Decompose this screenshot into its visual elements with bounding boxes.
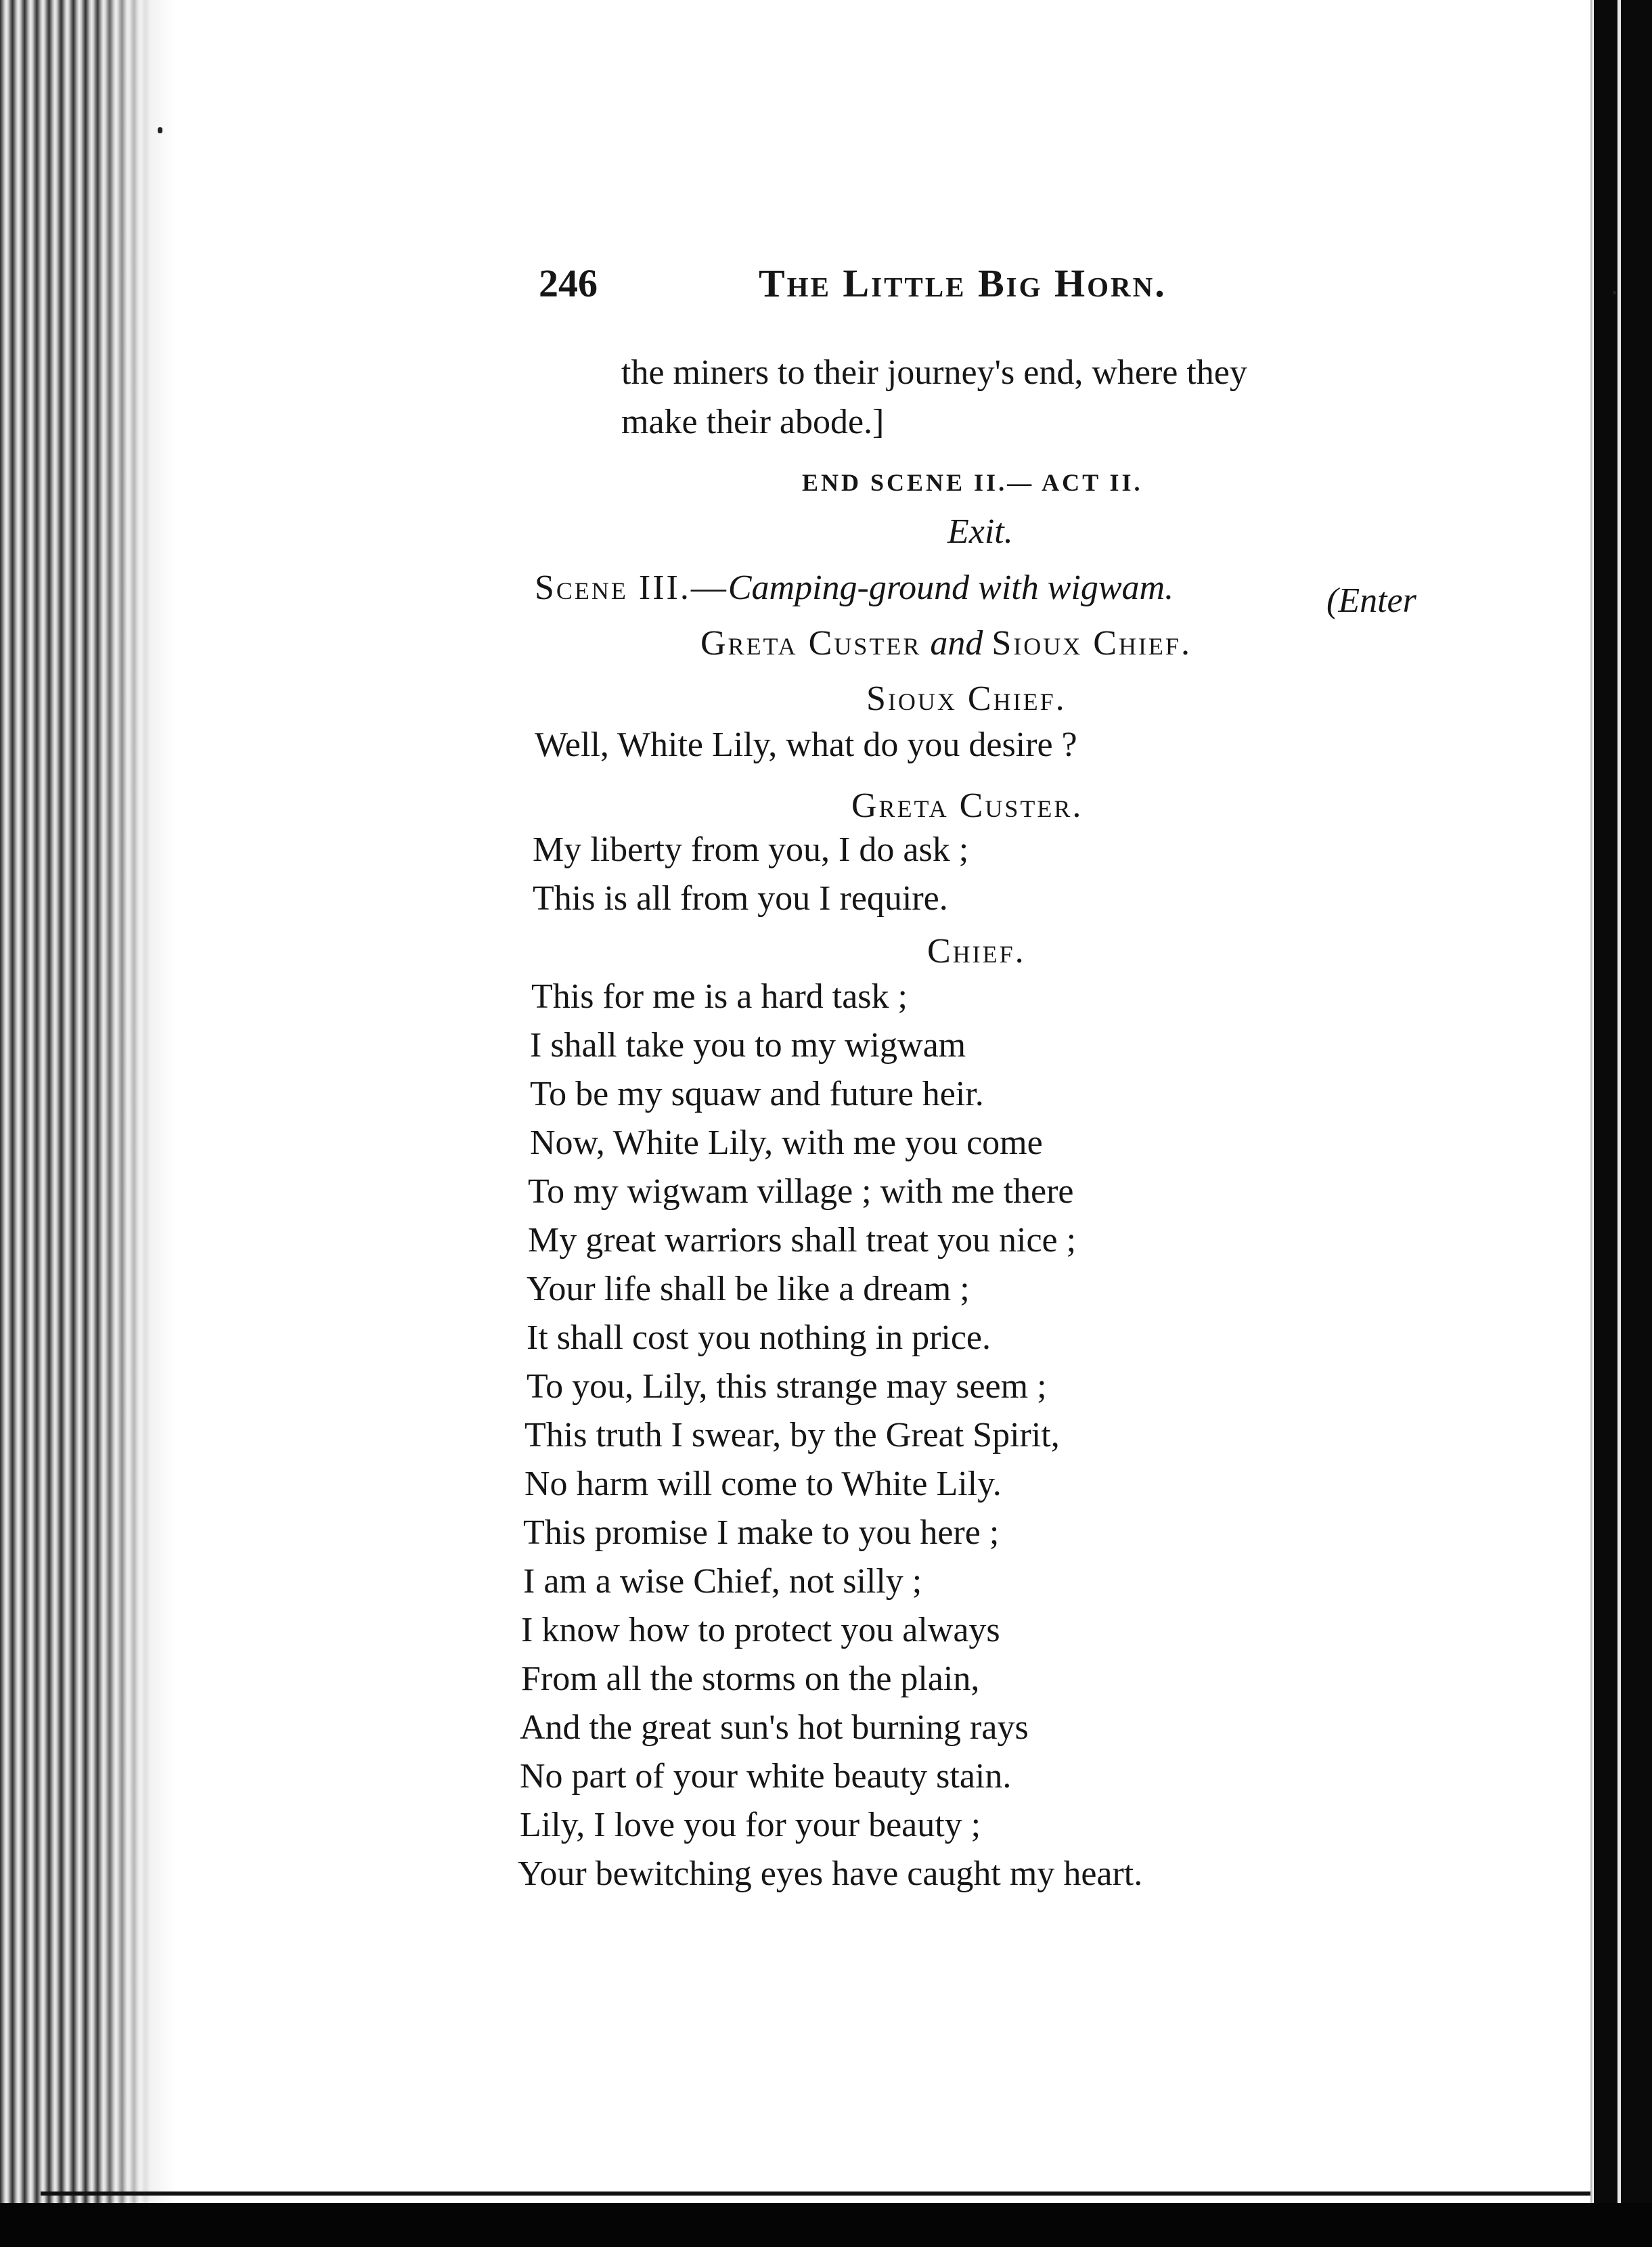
chief-line: I shall take you to my wigwam xyxy=(530,1026,966,1065)
chief-line: No harm will come to White Lily. xyxy=(524,1465,1002,1503)
scene-label: Scene III.— xyxy=(535,569,728,607)
scene-heading xyxy=(535,571,1174,606)
chief-line: This promise I make to you here ; xyxy=(523,1513,1000,1552)
bottom-page-edge-line xyxy=(41,2192,1590,2196)
character-greta: Greta Custer xyxy=(700,624,922,663)
scene-description: Camping-ground with wigwam. xyxy=(728,569,1174,607)
chief-line: To my wigwam village ; with me there xyxy=(528,1172,1074,1211)
right-margin-strip xyxy=(1617,0,1621,2247)
enter-direction: (Enter xyxy=(1326,581,1416,620)
scene-characters xyxy=(700,626,1192,661)
chief-line: No part of your white beauty stain. xyxy=(520,1757,1012,1796)
chief-line: Your life shall be like a dream ; xyxy=(527,1270,970,1308)
sioux-chief-line: Well, White Lily, what do you desire ? xyxy=(535,726,1077,764)
chief-line: I am a wise Chief, not silly ; xyxy=(523,1562,922,1601)
bottom-dark-margin xyxy=(0,2203,1652,2247)
character-sioux-chief: Sioux Chief. xyxy=(991,624,1192,663)
running-title: The Little Big Horn. xyxy=(759,261,1167,305)
chief-line: I know how to protect you always xyxy=(521,1611,1000,1649)
chief-line: And the great sun's hot burning rays xyxy=(520,1708,1029,1747)
exit-direction: Exit. xyxy=(947,512,1013,551)
stage-direction-line-2: make their abode.] xyxy=(621,403,885,441)
chief-line: To you, Lily, this strange may seem ; xyxy=(527,1367,1047,1406)
chief-line: Now, White Lily, with me you come xyxy=(530,1124,1043,1162)
chief-line: From all the storms on the plain, xyxy=(521,1660,980,1698)
speaker-greta-custer: Greta Custer. xyxy=(851,786,1084,825)
right-page-edge-line xyxy=(1590,0,1592,2247)
scan-speck xyxy=(1613,291,1616,294)
chief-line: This for me is a hard task ; xyxy=(531,977,908,1016)
chief-line: Your bewitching eyes have caught my heart. xyxy=(518,1854,1143,1893)
chief-line: It shall cost you nothing in price. xyxy=(527,1318,991,1357)
greta-line-1: My liberty from you, I do ask ; xyxy=(533,830,969,869)
end-scene-label: END SCENE II.— ACT II. xyxy=(802,469,1143,496)
chief-line: To be my squaw and future heir. xyxy=(530,1075,984,1113)
stage-direction-line-1: the miners to their journey's end, where they xyxy=(621,353,1247,392)
chief-line: My great warriors shall treat you nice ; xyxy=(528,1221,1077,1260)
speaker-chief: Chief. xyxy=(927,932,1026,971)
scan-speck xyxy=(158,127,162,133)
right-dark-margin xyxy=(1594,0,1652,2247)
page-gutter-shadow xyxy=(95,0,176,2247)
greta-line-2: This is all from you I require. xyxy=(533,879,948,918)
speaker-sioux-chief: Sioux Chief. xyxy=(866,680,1067,718)
page-number: 246 xyxy=(539,261,598,305)
and-word: and xyxy=(930,624,983,663)
chief-line: Lily, I love you for your beauty ; xyxy=(520,1806,981,1844)
chief-line: This truth I swear, by the Great Spirit, xyxy=(524,1416,1060,1454)
